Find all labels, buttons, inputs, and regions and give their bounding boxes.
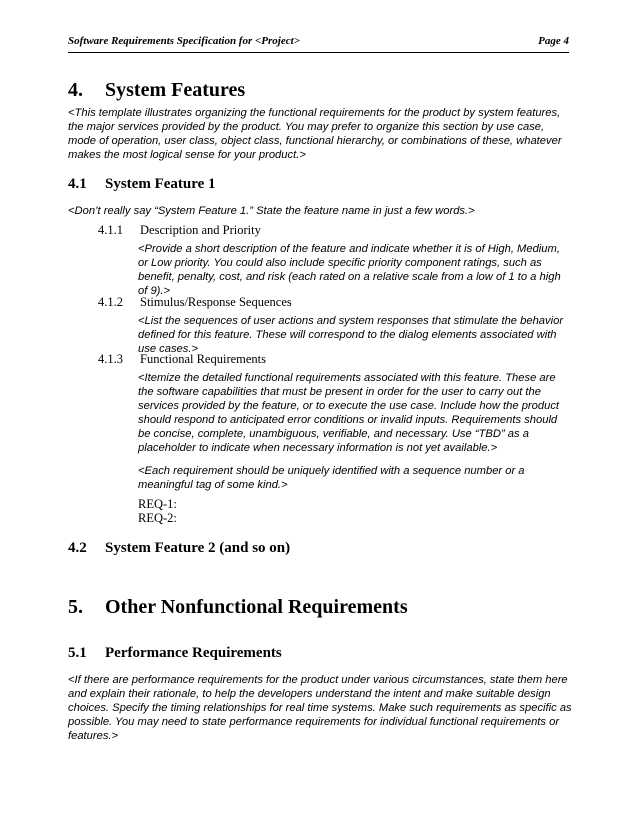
- section-number: 4.1.3: [98, 352, 123, 366]
- section-4-1-1-text: <Provide a short description of the feature and indicate whether it is of High, Medium, or Low priority. You could also include specific priority component ratings, such as benefit, penalty, cost, and risk (each rated on a relative scale from a low of 1 to a high of 9).>: [138, 243, 561, 298]
- section-number: 4.2: [68, 540, 87, 556]
- section-4-intro: <This template illustrates organizing the functional requirements for the product by system features, the major services provided by the product. You may prefer to organize this section by use case, mode of operation, user class, object class, functional hierarchy, or combinations of these, whatever makes the most logical sense for your product.>: [68, 107, 562, 162]
- section-title: System Feature 2 (and so on): [105, 540, 291, 556]
- section-title: Description and Priority: [140, 223, 261, 237]
- section-4-1-2-text: <List the sequences of user actions and system responses that stimulate the behavior defined for this feature. These will correspond to the dialog elements associated with use cases.>: [138, 315, 564, 356]
- section-title: Performance Requirements: [105, 645, 282, 661]
- section-4-1-3-text-2: <Each requirement should be uniquely identified with a sequence number or a meaningful tag of some kind.>: [138, 465, 525, 492]
- requirement-1: REQ-1:: [138, 497, 177, 511]
- heading-section-4-1: [68, 175, 216, 193]
- running-header-page: Page 4: [538, 35, 569, 47]
- section-number: 4.: [68, 79, 83, 101]
- header-rule: [68, 52, 569, 53]
- section-number: 4.1: [68, 176, 87, 192]
- heading-section-4-1-2: [98, 294, 292, 310]
- section-title: Functional Requirements: [140, 352, 267, 366]
- heading-section-5: [68, 595, 408, 619]
- section-number: 4.1.1: [98, 223, 123, 237]
- heading-section-5-1: [68, 644, 282, 662]
- requirement-2: REQ-2:: [138, 511, 177, 525]
- section-title: System Features: [105, 79, 246, 101]
- section-5-1-text: <If there are performance requirements for the product under various circumstances, state them here and explain their rationale, to help the developers understand the intent and make suitable design choices. Specify the timing relationships for real time systems. Make such requirements as specific as possible. You may need to state performance requirements for individual functional requirements or features.>: [68, 674, 572, 743]
- heading-section-4-2: [68, 539, 290, 557]
- heading-section-4: [68, 78, 245, 102]
- section-number: 5.1: [68, 645, 87, 661]
- heading-section-4-1-3: [98, 351, 266, 367]
- section-title: System Feature 1: [105, 176, 216, 192]
- section-4-1-3-text: <Itemize the detailed functional requirements associated with this feature. These are the software capabilities that must be present in order for the user to carry out the services provided by the feature, or to execute the use case. Include how the product should respond to anticipated error conditions or invalid inputs. Requirements should be concise, complete, unambiguous, verifiable, and necessary. Use “TBD” as a placeholder to indicate when necessary information is not yet available.>: [138, 372, 560, 455]
- section-number: 5.: [68, 596, 83, 618]
- section-number: 4.1.2: [98, 295, 123, 309]
- section-title: Stimulus/Response Sequences: [140, 295, 292, 309]
- section-title: Other Nonfunctional Requirements: [105, 596, 408, 618]
- running-header-title: Software Requirements Specification for <Project>: [68, 35, 300, 47]
- section-4-1-intro: <Don’t really say “System Feature 1.” State the feature name in just a few words.>: [68, 205, 475, 217]
- heading-section-4-1-1: [98, 222, 261, 238]
